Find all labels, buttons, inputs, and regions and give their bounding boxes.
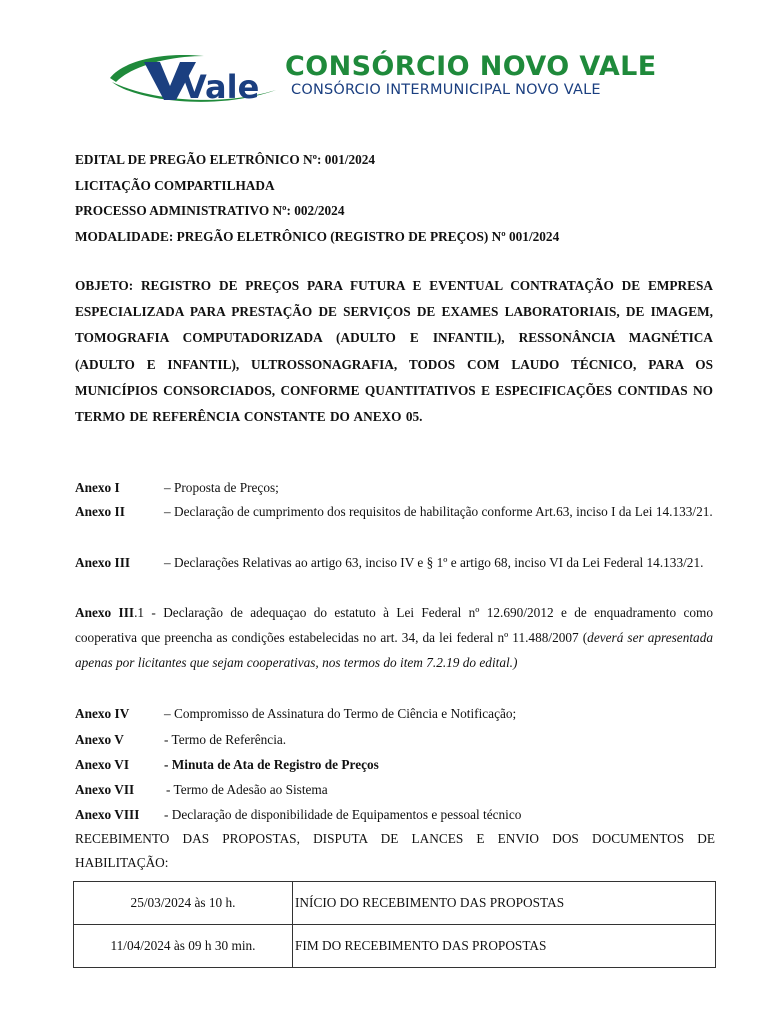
recebimento-heading: RECEBIMENTO DAS PROPOSTAS, DISPUTA DE LANCES E ENVIO DOS DOCUMENTOS DE HABILITAÇÃO: bbox=[75, 831, 715, 870]
edital-title: EDITAL DE PREGÃO ELETRÔNICO Nº: 001/2024 bbox=[75, 152, 376, 167]
processo-line: PROCESSO ADMINISTRATIVO Nº: 002/2024 bbox=[75, 203, 345, 218]
anexo-vii bbox=[75, 782, 713, 798]
anexo-note: deverá ser apresentada apenas por licitantes que sejam cooperativas, nos termos do item 7.2.19 do edital.) bbox=[75, 629, 713, 670]
anexo-iv bbox=[75, 706, 713, 722]
anexo-label: Anexo II bbox=[75, 504, 125, 519]
schedule-date: 25/03/2024 às 10 h. bbox=[74, 882, 293, 925]
schedule-date: 11/04/2024 às 09 h 30 min. bbox=[74, 925, 293, 968]
anexo-label: Anexo VII bbox=[75, 782, 135, 797]
table-row bbox=[74, 882, 716, 925]
brand-subtitle: CONSÓRCIO INTERMUNICIPAL NOVO VALE bbox=[291, 82, 601, 98]
anexo-desc: – Proposta de Preços; bbox=[164, 480, 279, 495]
anexo-label: Anexo VI bbox=[75, 757, 130, 772]
objeto-paragraph: OBJETO: REGISTRO DE PREÇOS PARA FUTURA E EVENTUAL CONTRATAÇÃO DE EMPRESA ESPECIALIZADA PARA PRESTAÇÃO DE SERVIÇOS DE EXAMES LABORATORIAIS, DE IMAGEM, TOMOGRAFIA COMPUTADORIZADA (ADULTO E INFANTIL), RESSONÂNCIA MAGNÉTICA (ADULTO E INFANTIL), ULTROSSONAGRAFIA, TODOS COM LAUDO TÉCNICO, PARA OS MUNICÍPIOS CONSORCIADOS, CONFORME QUANTITATIVOS E ESPECIFICAÇÕES CONTIDAS NO TERMO DE REFERÊNCIA CONSTANTE DO ANEXO 05. bbox=[75, 278, 713, 425]
anexo-label: Anexo V bbox=[75, 732, 124, 747]
consortium-logo bbox=[104, 48, 657, 110]
anexo-label: Anexo III bbox=[75, 555, 131, 570]
anexo-vi bbox=[75, 757, 713, 773]
modalidade-line: MODALIDADE: PREGÃO ELETRÔNICO (REGISTRO DE PREÇOS) Nº 001/2024 bbox=[75, 229, 560, 244]
anexo-viii bbox=[75, 807, 713, 823]
table-row bbox=[74, 925, 716, 968]
anexo-v bbox=[75, 732, 713, 748]
anexo-desc: – Compromisso de Assinatura do Termo de Ciência e Notificação; bbox=[164, 706, 517, 721]
anexo-i bbox=[75, 480, 713, 496]
anexo-desc: - Minuta de Ata de Registro de Preços bbox=[164, 757, 379, 772]
anexo-label: Anexo IV bbox=[75, 706, 130, 721]
anexo-desc: - Termo de Adesão ao Sistema bbox=[166, 782, 328, 797]
anexo-desc: – Declaração de cumprimento dos requisitos de habilitação conforme Art.63, inciso I da Lei 14.133/21. bbox=[164, 504, 713, 519]
schedule-table bbox=[73, 881, 716, 968]
anexo-iii-1 bbox=[75, 601, 713, 675]
anexo-label: Anexo I bbox=[75, 480, 120, 495]
licitacao-line: LICITAÇÃO COMPARTILHADA bbox=[75, 178, 275, 193]
anexo-ii bbox=[75, 500, 713, 525]
anexo-label: Anexo III bbox=[75, 605, 135, 620]
anexo-desc: - Termo de Referência. bbox=[164, 732, 287, 747]
anexo-desc: – Declarações Relativas ao artigo 63, inciso IV e § 1º e artigo 68, inciso VI da Lei Federal 14.133/21. bbox=[164, 555, 704, 570]
brand-title: CONSÓRCIO NOVO VALE bbox=[285, 51, 657, 82]
schedule-event: INÍCIO DO RECEBIMENTO DAS PROPOSTAS bbox=[293, 882, 716, 925]
anexo-number: .1 bbox=[134, 605, 145, 620]
vale-logo-icon bbox=[104, 48, 279, 110]
schedule-event: FIM DO RECEBIMENTO DAS PROPOSTAS bbox=[293, 925, 716, 968]
svg-text:Vale: Vale bbox=[182, 68, 260, 106]
anexo-label: Anexo VIII bbox=[75, 807, 140, 822]
anexo-desc: - Declaração de adequaçao do estatuto à Lei Federal nº 12.690/2012 e de enquadramento como cooperativa que preencha as condições estabelecidas no art. 34, da lei federal nº 11.488/2007 ( bbox=[75, 605, 713, 645]
anexo-desc: - Declaração de disponibilidade de Equipamentos e pessoal técnico bbox=[164, 807, 522, 822]
anexo-iii bbox=[75, 551, 713, 576]
